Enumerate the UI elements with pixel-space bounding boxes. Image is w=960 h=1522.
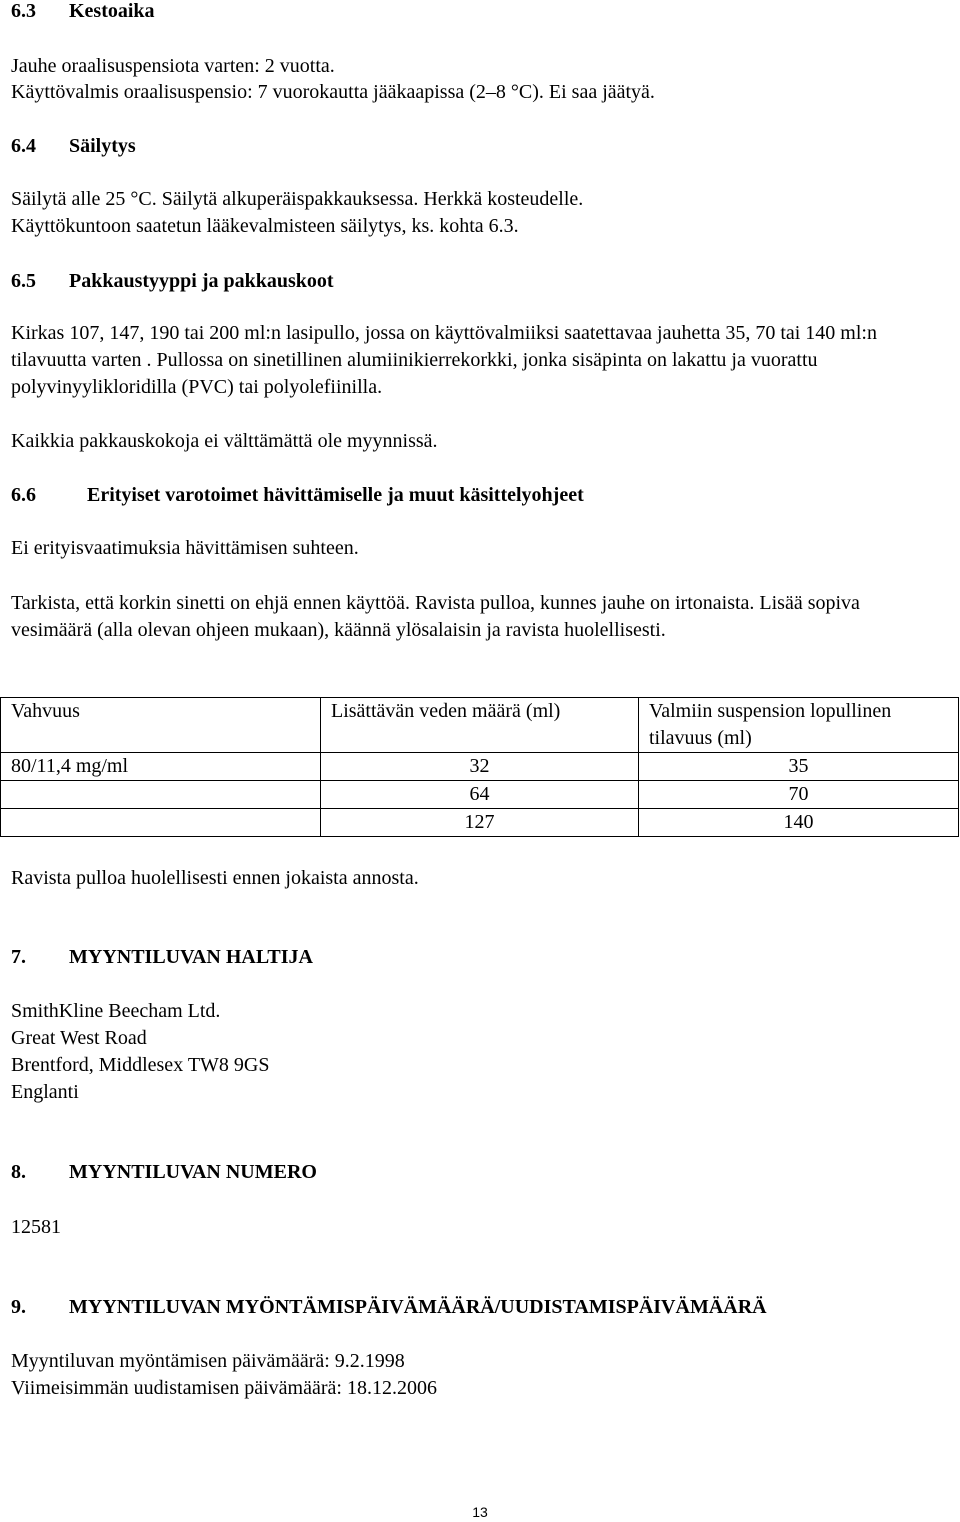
table-cell: 140 bbox=[639, 809, 959, 837]
section-number: 6.3 bbox=[11, 0, 36, 22]
text-line: Jauhe oraalisuspensiota varten: 2 vuotta. bbox=[11, 55, 335, 77]
section-number: 9. bbox=[11, 1296, 26, 1318]
table-cell: 64 bbox=[321, 781, 639, 809]
section-title: Kestoaika bbox=[69, 0, 155, 22]
section-6-6-heading bbox=[11, 482, 584, 509]
paragraph: Kirkas 107, 147, 190 tai 200 ml:n lasipullo, jossa on käyttövalmiiksi saatettavaa jauhetta 35, 70 tai 140 ml:n tilavuutta varten . Pullossa on sinetillinen alumiinikierrekorkki, jonka sisäpinta on lakattu ja vuorattu polyvinyylikloridilla (PVC) tai polyolefiinilla. bbox=[11, 322, 877, 398]
table-row bbox=[1, 809, 959, 837]
section-title: Pakkaustyyppi ja pakkauskoot bbox=[69, 270, 334, 292]
section-title: Erityiset varotoimet hävittämiselle ja muut käsittelyohjeet bbox=[87, 484, 584, 506]
section-title: MYYNTILUVAN MYÖNTÄMISPÄIVÄMÄÄRÄ/UUDISTAMISPÄIVÄMÄÄRÄ bbox=[69, 1296, 767, 1318]
address-line: Brentford, Middlesex TW8 9GS bbox=[11, 1054, 270, 1076]
section-6-3-heading bbox=[11, 0, 155, 25]
table-row bbox=[1, 753, 959, 781]
page-number: 13 bbox=[472, 1504, 488, 1520]
address-line: SmithKline Beecham Ltd. bbox=[11, 1000, 221, 1022]
authorisation-number: 12581 bbox=[11, 1216, 61, 1238]
table-cell: 80/11,4 mg/ml bbox=[1, 753, 321, 781]
section-7-heading bbox=[11, 944, 313, 971]
table-cell bbox=[1, 809, 321, 837]
table-header-row bbox=[1, 698, 959, 753]
section-title: Säilytys bbox=[69, 135, 136, 157]
table-cell: 35 bbox=[639, 753, 959, 781]
table-cell: 32 bbox=[321, 753, 639, 781]
address-line: Great West Road bbox=[11, 1027, 147, 1049]
section-6-4-heading bbox=[11, 133, 136, 160]
reconstitution-table bbox=[0, 697, 959, 837]
table-header-cell: Vahvuus bbox=[1, 698, 321, 753]
section-8-heading bbox=[11, 1159, 317, 1186]
table-cell: 127 bbox=[321, 809, 639, 837]
section-number: 6.6 bbox=[11, 484, 36, 506]
paragraph: Ei erityisvaatimuksia hävittämisen suhteen. bbox=[11, 537, 359, 559]
table-cell bbox=[1, 781, 321, 809]
section-title: MYYNTILUVAN HALTIJA bbox=[69, 946, 313, 968]
paragraph: Tarkista, että korkin sinetti on ehjä ennen käyttöä. Ravista pulloa, kunnes jauhe on irtonaista. Lisää sopiva vesimäärä (alla olevan ohjeen mukaan), käännä ylösalaisin ja ravista huolellisesti. bbox=[11, 592, 860, 641]
section-number: 8. bbox=[11, 1161, 26, 1183]
paragraph: Kaikkia pakkauskokoja ei välttämättä ole myynnissä. bbox=[11, 430, 438, 452]
text-line: Käyttövalmis oraalisuspensio: 7 vuorokautta jääkaapissa (2–8 °C). Ei saa jäätyä. bbox=[11, 81, 655, 103]
section-6-5-heading bbox=[11, 268, 334, 295]
date-line: Myyntiluvan myöntämisen päivämäärä: 9.2.1998 bbox=[11, 1350, 405, 1372]
address-line: Englanti bbox=[11, 1081, 79, 1103]
table-row bbox=[1, 781, 959, 809]
date-line: Viimeisimmän uudistamisen päivämäärä: 18.12.2006 bbox=[11, 1377, 437, 1399]
paragraph: Ravista pulloa huolellisesti ennen jokaista annosta. bbox=[11, 867, 419, 889]
section-9-heading bbox=[11, 1294, 767, 1321]
text-line: Säilytä alle 25 °C. Säilytä alkuperäispakkauksessa. Herkkä kosteudelle. bbox=[11, 188, 584, 210]
section-title: MYYNTILUVAN NUMERO bbox=[69, 1161, 317, 1183]
table-cell: 70 bbox=[639, 781, 959, 809]
section-number: 6.4 bbox=[11, 135, 36, 157]
table-header-cell: Valmiin suspension lopullinen tilavuus (ml) bbox=[639, 698, 959, 753]
section-number: 7. bbox=[11, 946, 26, 968]
section-number: 6.5 bbox=[11, 270, 36, 292]
table-header-cell: Lisättävän veden määrä (ml) bbox=[321, 698, 639, 753]
text-line: Käyttökuntoon saatetun lääkevalmisteen säilytys, ks. kohta 6.3. bbox=[11, 215, 519, 237]
